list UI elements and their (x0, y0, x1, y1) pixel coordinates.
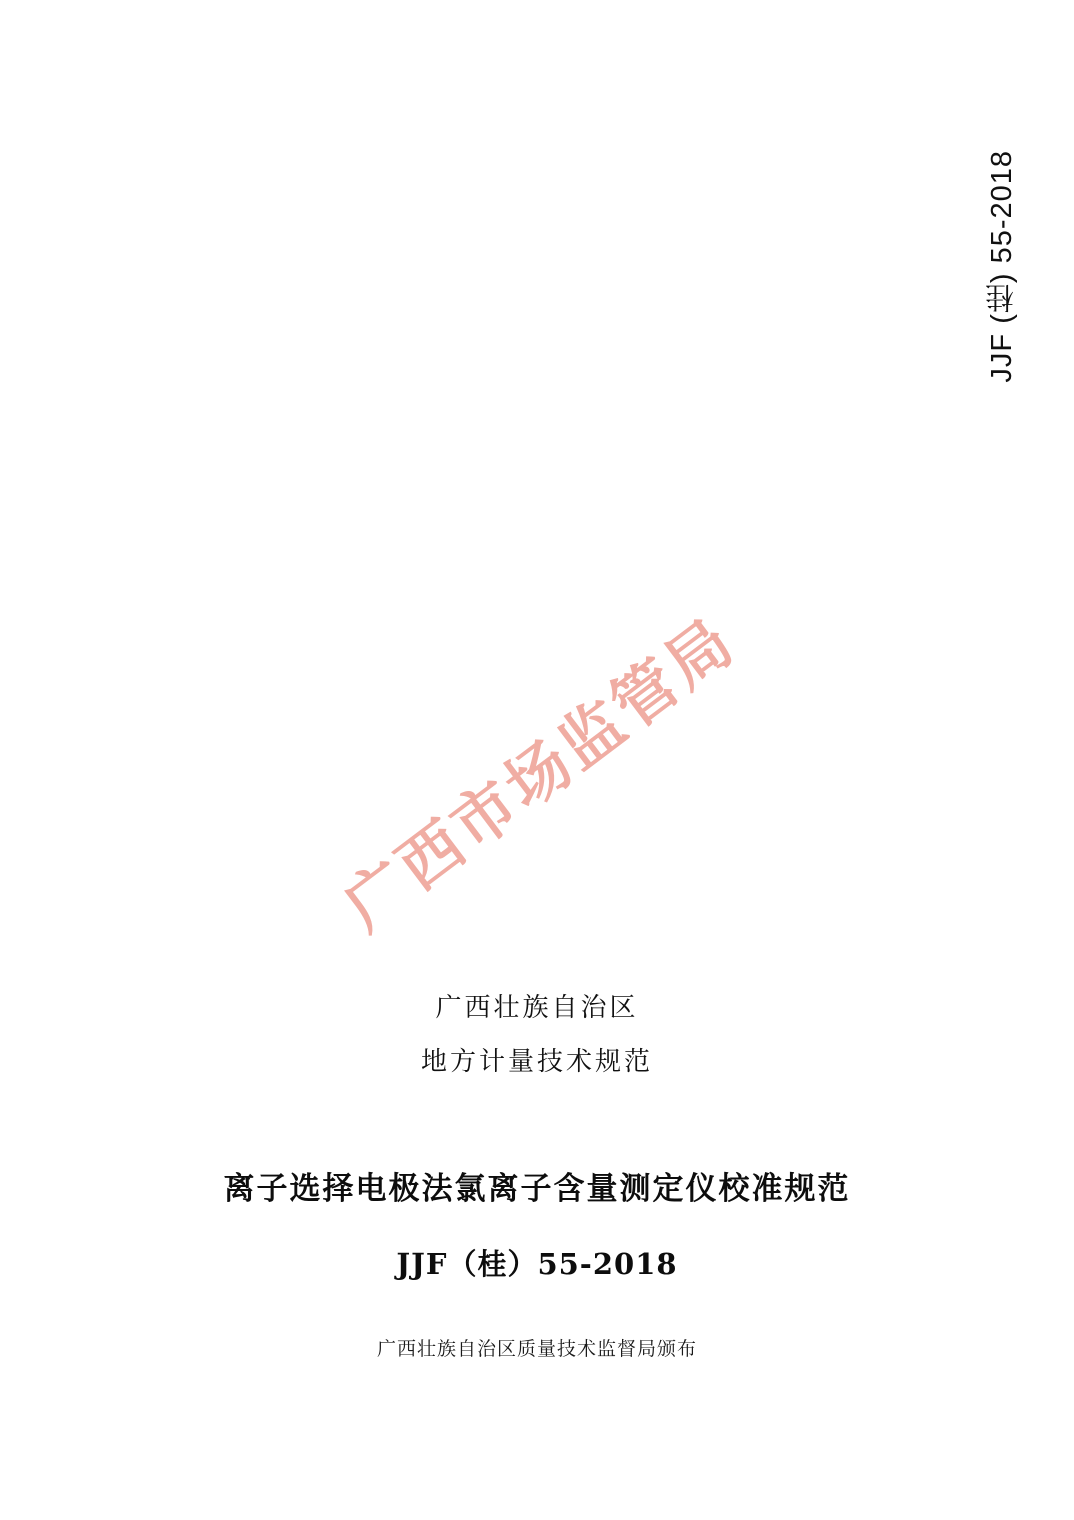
page-title: 离子选择电极法氯离子含量测定仪校准规范 (223, 1171, 851, 1207)
organization-line-2: 地方计量技术规范 (420, 1047, 653, 1077)
watermark-text: 广西市场监管局 (330, 603, 750, 945)
organization-line-1: 广西壮族自治区 (435, 993, 639, 1023)
title-block (0, 995, 1074, 1283)
document-code: JJF（桂）55-2018 (396, 1247, 678, 1281)
issuer-line: 广西壮族自治区质量技术监督局颁布 (376, 1338, 697, 1360)
document-code-vertical: JJF (桂) 55-2018 (986, 150, 1018, 383)
